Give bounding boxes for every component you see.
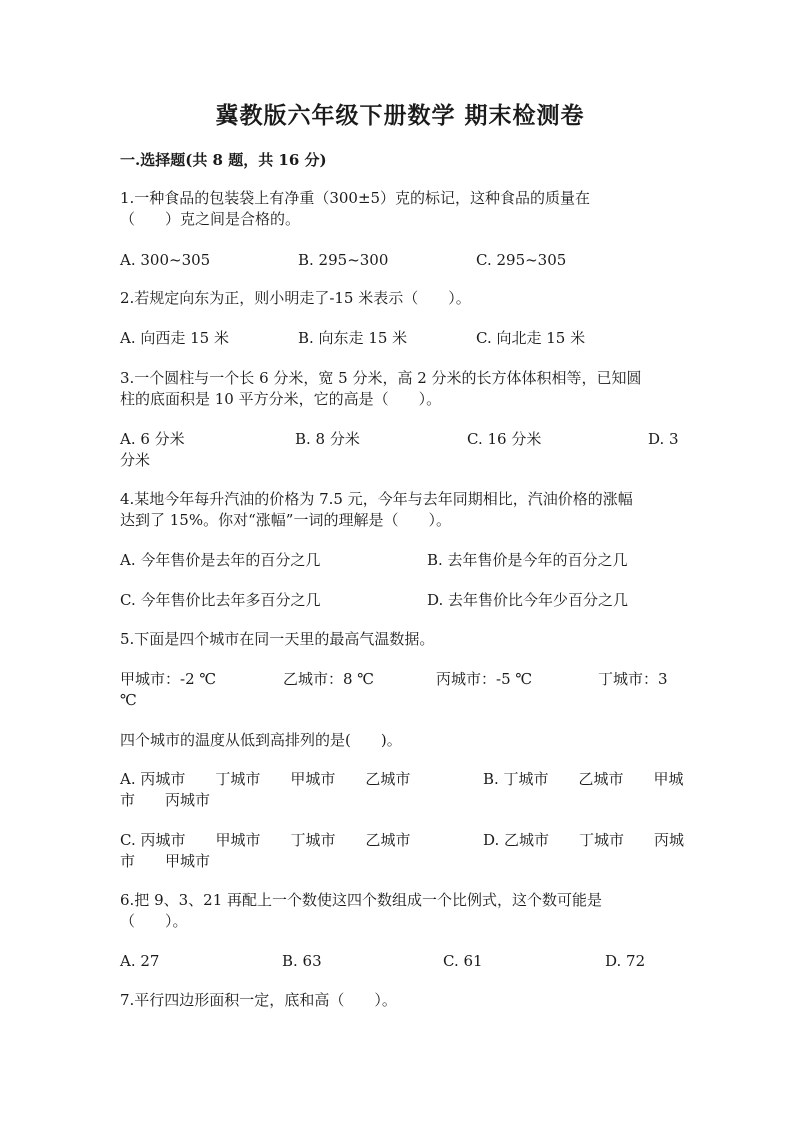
question-4-option-a: A. 今年售价是去年的百分之几 — [120, 551, 321, 569]
question-7-stem: 7.平行四边形面积一定，底和高（ ）。 — [120, 991, 397, 1009]
question-4-stem-line-2: 达到了 15%。你对“涨幅”一词的理解是（ ）。 — [120, 511, 451, 529]
question-5-stem: 5.下面是四个城市在同一天里的最高气温数据。 — [120, 630, 435, 648]
question-5-option-a: A. 丙城市 丁城市 甲城市 乙城市 — [120, 770, 411, 788]
question-5-data-wrap: ℃ — [120, 691, 137, 709]
question-5-data-ding: 丁城市：3 — [598, 670, 668, 688]
question-2-option-c: C. 向北走 15 米 — [476, 329, 586, 347]
question-6-option-a: A. 27 — [120, 952, 160, 970]
question-3-option-d-wrap: 分米 — [120, 451, 151, 469]
question-3-stem-line-1: 3.一个圆柱与一个长 6 分米，宽 5 分米，高 2 分米的长方体体积相等，已知圆 — [120, 369, 642, 387]
question-1-stem-line-2: （ ）克之间是合格的。 — [120, 210, 301, 228]
question-3-stem-line-2: 柱的底面积是 10 平方分米，它的高是（ ）。 — [120, 390, 442, 408]
section-heading: 一.选择题(共 8 题，共 16 分) — [120, 151, 327, 169]
question-6-stem-line-2: （ ）。 — [120, 912, 188, 930]
question-5-option-b-wrap: 市 丙城市 — [120, 791, 211, 809]
question-5-option-b: B. 丁城市 乙城市 甲城 — [483, 770, 684, 788]
question-2-stem: 2.若规定向东为正，则小明走了-15 米表示（ ）。 — [120, 289, 471, 307]
question-1-option-a: A. 300~305 — [120, 251, 211, 269]
question-5-option-d: D. 乙城市 丁城市 丙城 — [483, 831, 685, 849]
question-3-option-b: B. 8 分米 — [295, 430, 360, 448]
question-3-option-d: D. 3 — [648, 430, 679, 448]
question-4-option-d: D. 去年售价比今年少百分之几 — [427, 591, 629, 609]
question-5-data-jia: 甲城市：-2 ℃ — [120, 670, 217, 688]
question-2-option-b: B. 向东走 15 米 — [298, 329, 408, 347]
question-3-option-c: C. 16 分米 — [467, 430, 542, 448]
question-5-data-yi: 乙城市：8 ℃ — [283, 670, 375, 688]
question-6-option-d: D. 72 — [605, 952, 646, 970]
question-4-option-c: C. 今年售价比去年多百分之几 — [120, 591, 321, 609]
question-6-stem-line-1: 6.把 9、3、21 再配上一个数使这四个数组成一个比例式，这个数可能是 — [120, 891, 603, 909]
question-4-stem-line-1: 4.某地今年每升汽油的价格为 7.5 元，今年与去年同期相比，汽油价格的涨幅 — [120, 490, 633, 508]
question-4-option-b: B. 去年售价是今年的百分之几 — [427, 551, 628, 569]
question-5-data-bing: 丙城市：-5 ℃ — [436, 670, 533, 688]
question-2-option-a: A. 向西走 15 米 — [120, 329, 229, 347]
question-5-option-d-wrap: 市 甲城市 — [120, 852, 211, 870]
page-title: 冀教版六年级下册数学 期末检测卷 — [215, 102, 585, 129]
question-3-option-a: A. 6 分米 — [120, 430, 185, 448]
question-6-option-b: B. 63 — [282, 952, 322, 970]
question-6-option-c: C. 61 — [443, 952, 483, 970]
question-1-option-c: C. 295~305 — [476, 251, 567, 269]
question-1-stem-line-1: 1.一种食品的包装袋上有净重（300±5）克的标记，这种食品的质量在 — [120, 189, 591, 207]
question-5-sub-stem: 四个城市的温度从低到高排列的是( )。 — [120, 731, 402, 749]
question-5-option-c: C. 丙城市 甲城市 丁城市 乙城市 — [120, 831, 411, 849]
question-1-option-b: B. 295~300 — [298, 251, 389, 269]
